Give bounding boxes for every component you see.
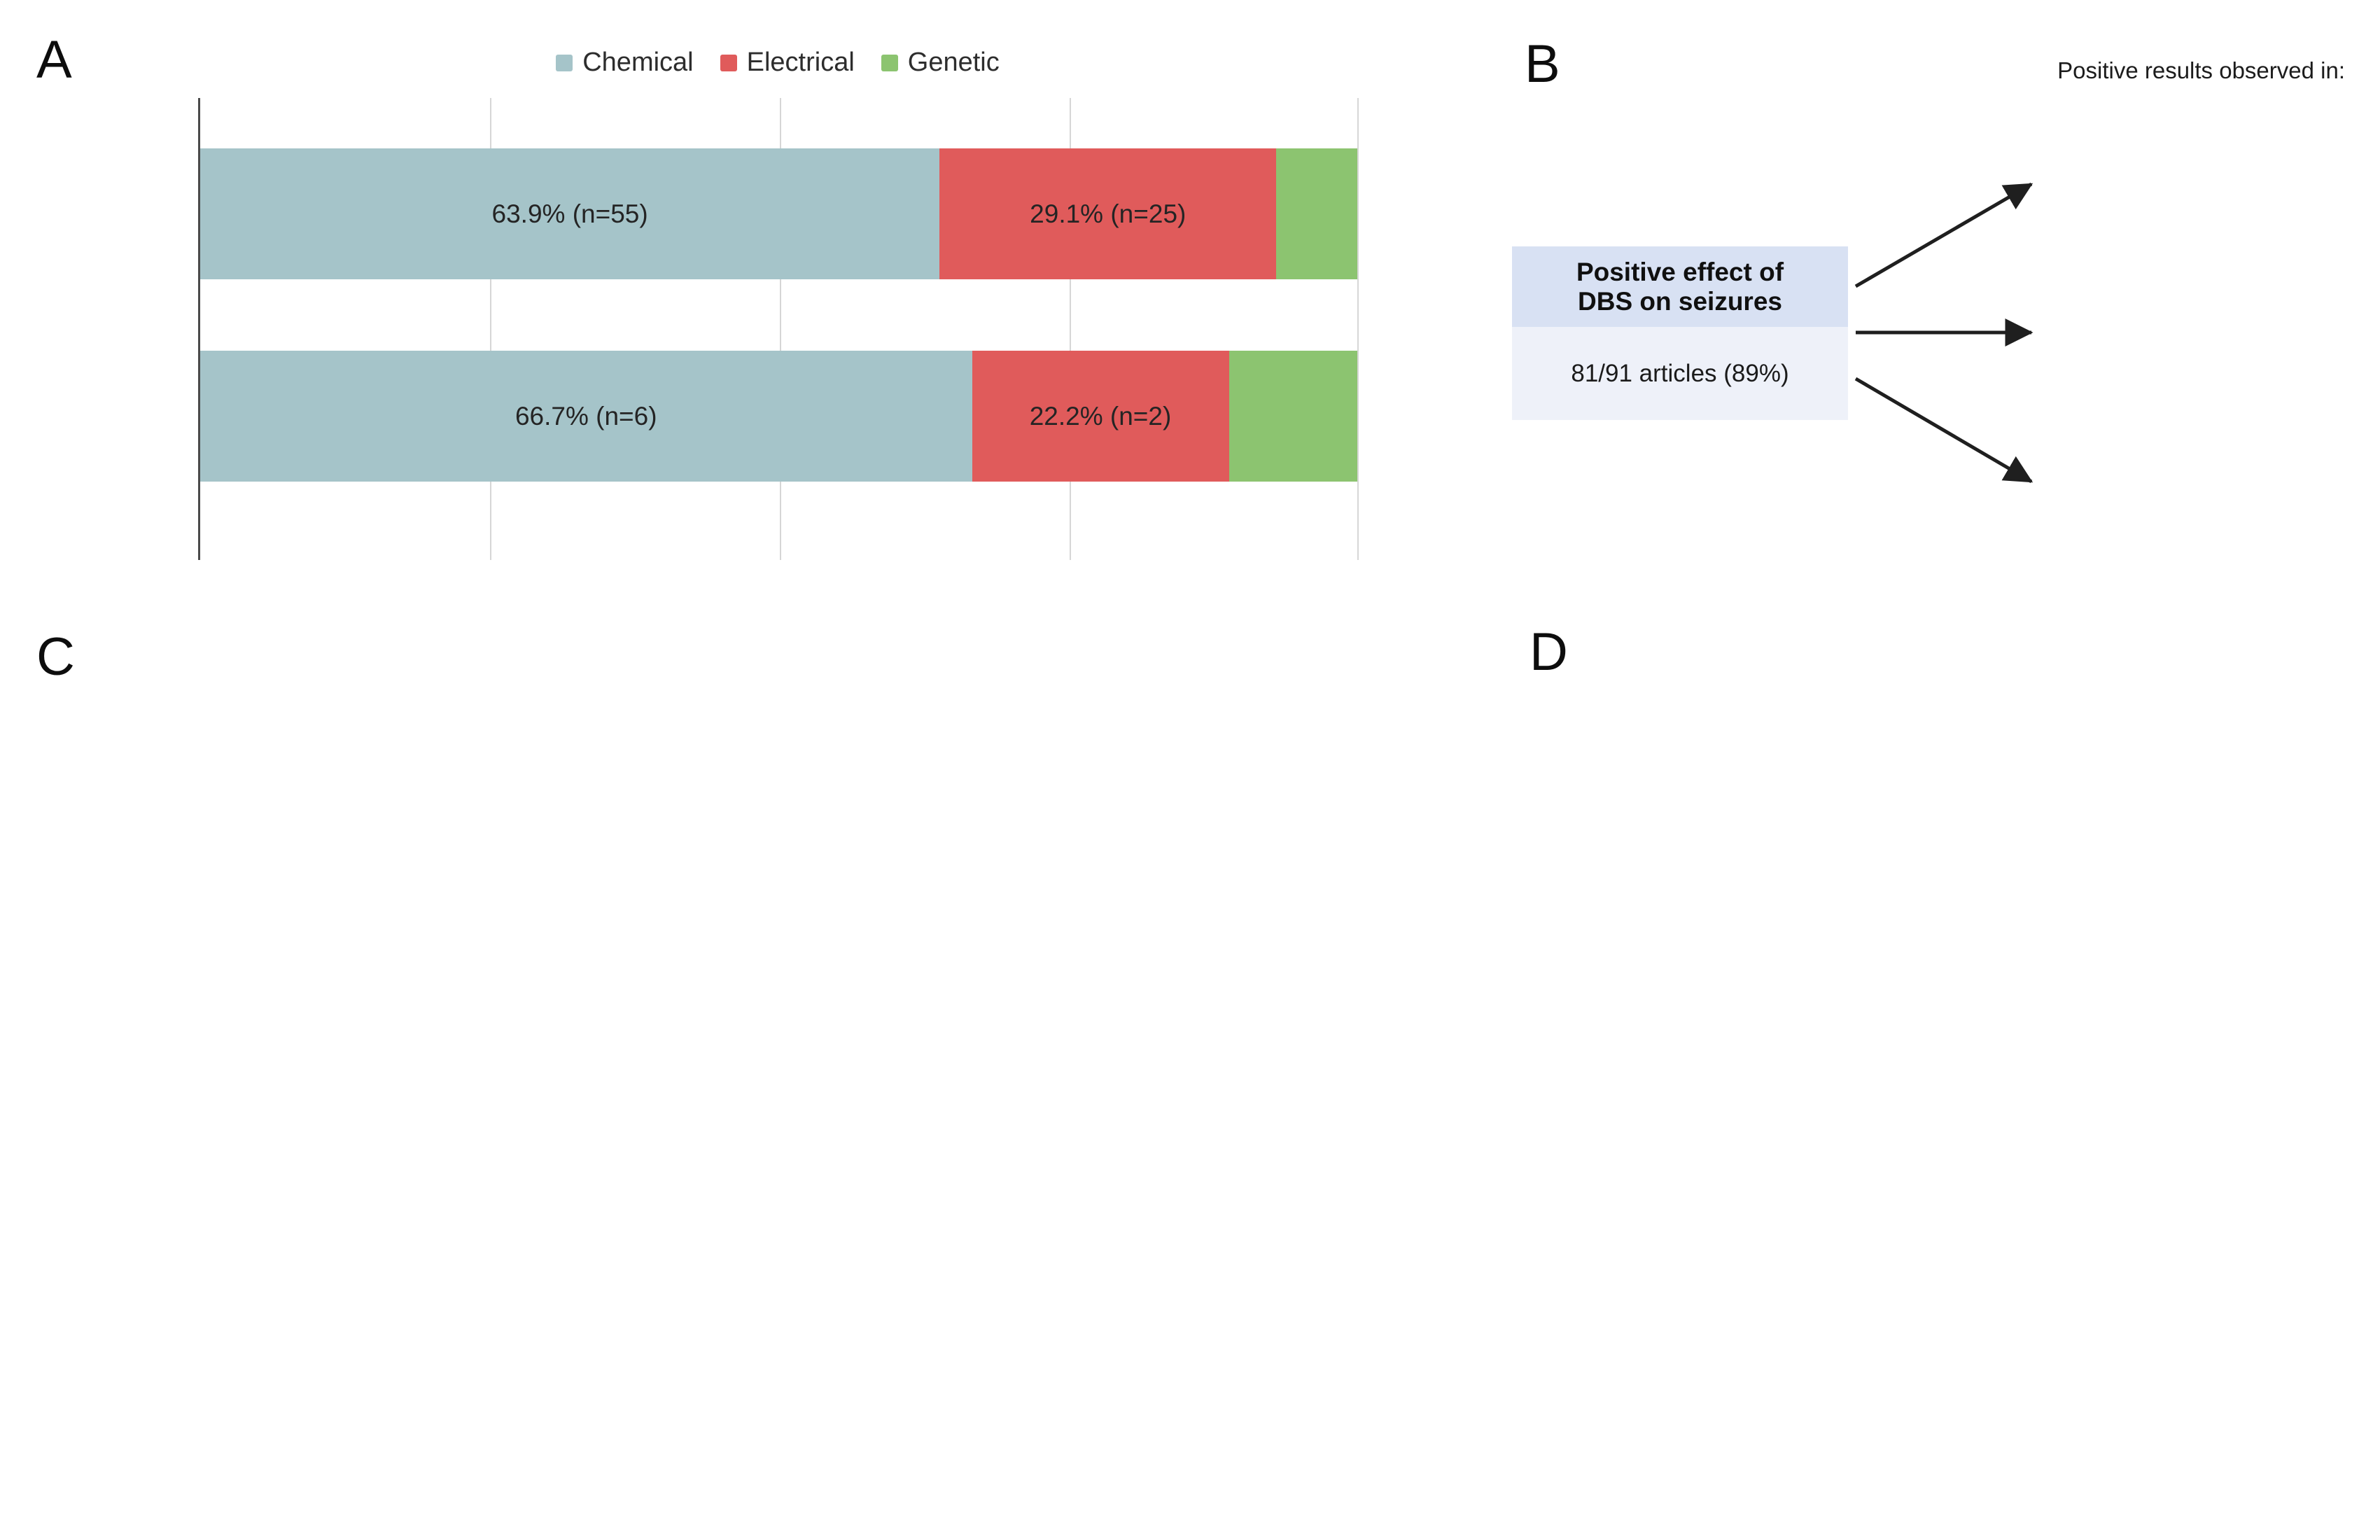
legend-item-chemical (556, 48, 693, 78)
bar-segment-label: 66.7% (n=6) (514, 401, 657, 430)
source-box-body (1512, 327, 1848, 420)
bar-segment-genetic (1276, 148, 1357, 279)
brain-structures-pie-chart (616, 574, 1505, 1337)
panel-b-source-box (1512, 246, 1848, 420)
bar-row-mouse (200, 351, 1357, 482)
panel-a-plot (198, 98, 1357, 560)
arrow-to-seizure-frequency (1856, 184, 2031, 286)
gridline-100pct (1357, 98, 1359, 560)
bar-segment-label: 29.1% (n=25) (1030, 199, 1186, 228)
panel-b-letter: B (1525, 34, 1560, 94)
legend-swatch-electrical-icon (720, 55, 737, 71)
stimulation-schedule-pie-chart (1715, 553, 2205, 1008)
source-box-title-line2: DBS on seizures (1578, 286, 1782, 316)
bar-segment-genetic (1229, 351, 1357, 482)
legend-item-genetic (881, 48, 1000, 78)
bar-segment-label: 63.9% (n=55) (491, 199, 648, 228)
panel-a-letter: A (36, 30, 72, 90)
legend-label: Chemical (582, 48, 694, 77)
source-box-value: 81/91 articles (89%) (1571, 359, 1789, 387)
bar-segment-chemical (200, 148, 939, 279)
legend-label: Electrical (746, 48, 855, 77)
panel-c-letter: C (36, 627, 75, 687)
legend-swatch-genetic-icon (881, 55, 898, 71)
panel-d-letter: D (1530, 622, 1568, 682)
bar-segment-chemical (200, 351, 972, 482)
panel-b-header: Positive results observed in: (2057, 57, 2345, 83)
bar-segment-label: 22.2% (n=2) (1029, 401, 1172, 430)
source-box-header (1512, 246, 1848, 327)
stimulation-parameters-table (1526, 1022, 2345, 1302)
bar-segment-electrical (972, 351, 1229, 482)
panel-a-legend (198, 48, 1357, 78)
arrow-to-seizure-latency (1856, 379, 2031, 482)
legend-item-electrical (720, 48, 855, 78)
bar-segment-electrical (939, 148, 1276, 279)
panel-b-arrows (1848, 126, 2072, 518)
legend-swatch-chemical-icon (556, 55, 573, 71)
bar-row-rat (200, 148, 1357, 279)
source-box-title-line1: Positive effect of (1576, 257, 1784, 286)
legend-label: Genetic (907, 48, 1000, 77)
